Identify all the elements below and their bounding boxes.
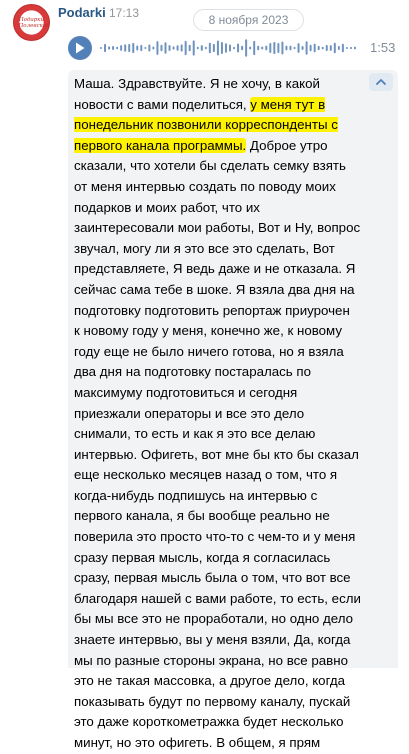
waveform-bar [112, 46, 114, 50]
play-button[interactable] [68, 36, 92, 60]
waveform-bar [104, 44, 106, 52]
waveform-bar [350, 47, 352, 49]
waveform-bar [148, 44, 150, 51]
waveform-bar [269, 43, 271, 53]
waveform-bar [185, 41, 187, 55]
waveform-bar [201, 45, 203, 51]
waveform-bar [306, 41, 308, 55]
play-icon [75, 42, 85, 54]
transcript-panel [68, 70, 398, 750]
transcript-text-before: Маша. Здравствуйте. Я не хочу, в какой новости с вами поделиться, [74, 76, 320, 112]
audio-waveform[interactable] [100, 36, 358, 60]
chevron-up-icon [376, 79, 386, 85]
waveform-bar [241, 46, 243, 50]
waveform-bar [229, 45, 231, 52]
waveform-bar [217, 40, 219, 55]
waveform-bar [330, 45, 332, 51]
waveform-bar [160, 45, 162, 52]
waveform-bar [225, 43, 227, 53]
waveform-bar [249, 46, 251, 49]
waveform-bar [100, 47, 102, 49]
highlighted-text: у меня тут в понедельник позвонили корреспонденты с первого канала программы. [74, 96, 338, 153]
waveform-bar [338, 46, 340, 50]
waveform-bar [354, 47, 356, 50]
waveform-bar [197, 47, 199, 49]
transcript-text [74, 74, 364, 754]
waveform-bar [277, 43, 279, 53]
waveform-bar [144, 47, 146, 49]
waveform-bar [253, 41, 255, 55]
waveform-bar [221, 42, 223, 54]
waveform-bar [261, 46, 263, 49]
waveform-bar [245, 39, 247, 56]
waveform-bar [346, 47, 348, 49]
waveform-bar [169, 45, 171, 51]
waveform-bar [156, 41, 158, 55]
waveform-bar [213, 44, 215, 52]
waveform-bar [181, 44, 183, 51]
waveform-bar [173, 46, 175, 49]
waveform-bar [152, 46, 154, 49]
collapse-transcript-button[interactable] [369, 73, 393, 91]
waveform-bar [124, 44, 126, 51]
waveform-bar [177, 45, 179, 50]
waveform-bar [257, 46, 259, 50]
waveform-bar [342, 44, 344, 52]
waveform-bar [132, 43, 134, 53]
waveform-bar [334, 43, 336, 53]
message-time: 17:13 [109, 6, 140, 20]
waveform-bar [233, 47, 235, 49]
waveform-bar [116, 47, 118, 50]
waveform-bar [265, 46, 267, 51]
waveform-bar [189, 45, 191, 51]
waveform-bar [136, 45, 138, 50]
waveform-bar [314, 44, 316, 53]
waveform-bar [281, 41, 283, 54]
avatar[interactable] [13, 4, 50, 41]
sender-name[interactable]: Podarki [58, 5, 106, 20]
transcript-text-after: Доброе утро сказали, что хотели бы сделать семку взять от меня интервью создать по поводу моих подарков и моих работ, что их заинтересовали мои работы, Вот и Ну, вопрос звучал, могу ли я это все это сделать, Вот представляете, Я ведь даже и не отказала. Я сейчас сама тебе в шоке. Я взяла два дня на подготовку подготовить репортаж приурочен к новому году у меня, конечно же, к новому году еще не было ничего готова, но я взяла два дня на подготовку постаралась по максимуму подготовиться и сегодня приезжали операторы и все это дело снимали, то есть и как я это все делаю интервью. Офигеть, вот мне бы кто бы сказал еще несколько месяцев назад о том, что я когда-нибудь подпишусь на интервью с первого канала, я бы вообще реально не поверила это просто что-то с чем-то и у меня сразу первая мысль, когда я согласилась сразу, первая мысль была о том, что вот все благодаря нашей с вами работе, то есть, если бы мы все это не проработали, но одно дело знаете интервью, вы у меня взяли, Да, когда мы по разные стороны экрана, но все равно это не такая массовка, а другое дело, когда показывать будут по первому каналу, пускай это даже короткометражка будет несколько минут, но это офигеть. В общем, я прям [74, 137, 361, 750]
waveform-bar [294, 47, 296, 49]
waveform-bar [108, 46, 110, 49]
waveform-bar [285, 46, 287, 51]
waveform-bar [120, 45, 122, 51]
waveform-bar [165, 42, 167, 54]
waveform-bar [140, 45, 142, 51]
waveform-bar [302, 46, 304, 50]
waveform-bar [298, 43, 300, 53]
waveform-bar [209, 43, 211, 54]
date-separator: 8 ноября 2023 [193, 9, 304, 31]
waveform-bar [289, 46, 291, 51]
avatar-logo-text: Подарки Полевской [18, 16, 50, 29]
waveform-bar [322, 47, 324, 50]
voice-duration: 1:53 [370, 40, 396, 55]
waveform-bar [310, 45, 312, 52]
waveform-bar [273, 42, 275, 54]
waveform-bar [205, 47, 207, 50]
waveform-bar [193, 40, 195, 55]
waveform-bar [128, 44, 130, 52]
waveform-bar [318, 46, 320, 50]
waveform-bar [326, 45, 328, 51]
waveform-bar [237, 43, 239, 52]
